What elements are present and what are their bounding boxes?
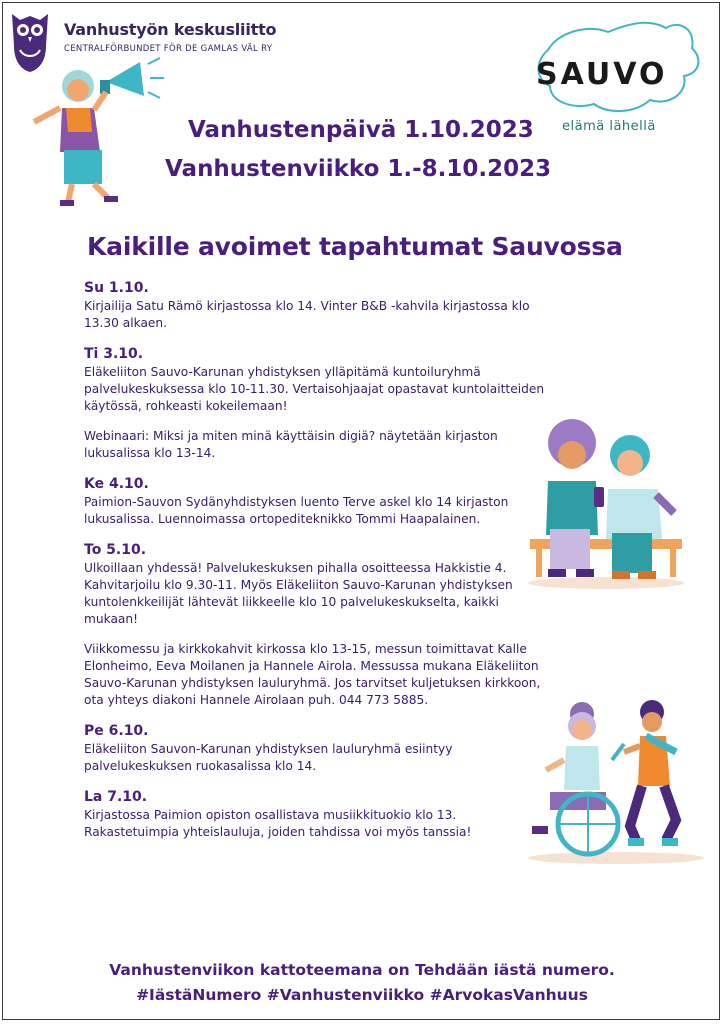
event-day: Su 1.10. [84,280,149,296]
title-week: Vanhustenviikko 1.-8.10.2023 [165,156,552,182]
org-subtitle: CENTRALFÖRBUNDET FÖR DE GAMLAS VÄL RY [64,44,273,54]
event-day: Ke 4.10. [84,476,149,492]
event-text: Ulkoillaan yhdessä! Palvelukeskuksen pihalla osoitteessa Hakkistie 4. Kahvitarjoilu klo 9.30-11. Myös Eläkeliiton Sauvo-Karunan yhdistyksen kuntolenkkeilijät lähtevät liikkeelle klo 10 palvelukeskukselta, kaikki mukaan! [84,561,513,626]
event-day: La 7.10. [84,789,148,805]
seniors-on-bench-illustration [526,415,686,590]
event-text: Kirjastossa Paimion opiston osallistava musiikkituokio klo 13. Rakastetuimpia yhteislauluja, joiden tahdissa voi myös tanssia! [84,808,472,839]
page-heading: Kaikille avoimet tapahtumat Sauvossa [87,232,623,261]
event-day: Ti 3.10. [84,346,144,362]
event-item [84,789,554,841]
event-item [84,723,554,775]
event-item [84,542,554,709]
footer-hashtags: #IästäNumero #Vanhustenviikko #ArvokasVanhuus [136,986,588,1004]
event-day: To 5.10. [84,542,147,558]
event-text: Paimion-Sauvon Sydänyhdistyksen luento Terve askel klo 14 kirjaston lukusalissa. Luennoimassa ortopediteknikko Tommi Haapalainen. [84,495,509,526]
title-day: Vanhustenpäivä 1.10.2023 [188,117,534,143]
event-list [84,280,554,855]
event-text: Viikkomessu ja kirkkokahvit kirkossa klo 13-15, messun toimittavat Kalle Elonheimo, Eeva Moilanen ja Hannele Airola. Messussa mukana Eläkeliiton Sauvo-Karunan yhdistyksen lauluryhmä. Jos tarvitset kuljetuksen kirkkoon, ota yhteys diakoni Hannele Airolaan puh. 044 773 5885. [84,642,541,707]
event-day: Pe 6.10. [84,723,149,739]
sauvo-logo-text: SAUVO [536,57,668,92]
org-name: Vanhustyön keskusliitto [64,20,277,39]
wheelchair-illustration [526,700,706,865]
footer-theme-line: Vanhustenviikon kattoteemana on Tehdään iästä numero. [109,961,615,979]
event-item [84,280,554,332]
event-text: Eläkeliiton Sauvon-Karunan yhdistyksen lauluryhmä esiintyy palvelukeskuksen ruokasalissa klo 14. [84,742,453,773]
event-item [84,476,554,528]
municipality-tagline: elämä lähellä [562,119,656,134]
event-item [84,346,554,462]
event-text: Webinaari: Miksi ja miten minä käyttäisin digiä? näytetään kirjaston lukusalissa klo 13-14. [84,429,498,460]
sauvo-logo [528,14,708,134]
event-text: Kirjailija Satu Rämö kirjastossa klo 14. Vinter B&B -kahvila kirjastossa klo 13.30 alkaen. [84,299,530,330]
event-text: Eläkeliiton Sauvo-Karunan yhdistyksen ylläpitämä kuntoiluryhmä palvelukeskuksessa klo 10-11.30. Vertaisohjaajat opastavat kuntolaitteiden käytössä, rohkeasti kokeilemaan! [84,365,545,413]
